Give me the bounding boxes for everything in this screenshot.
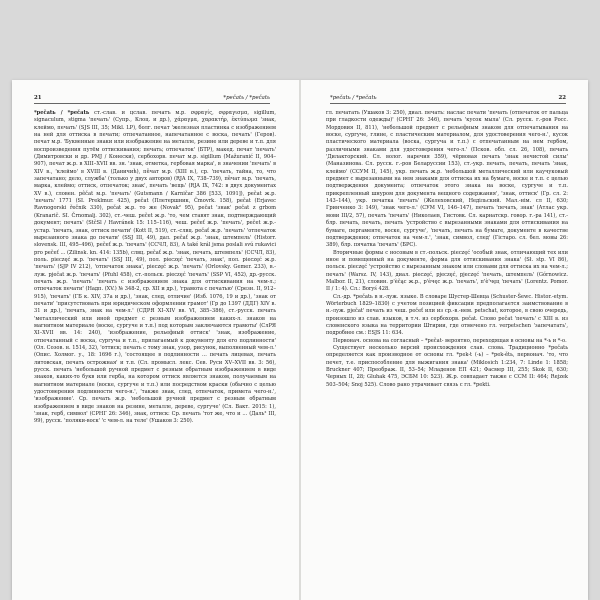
entry-paragraph: Первонач. основа на согласный – *pečat- вероятно, переходящая в основы на *-ь и *-о. [333,337,567,344]
right-page-body [326,110,568,389]
entry-paragraph: Существует несколько версий происхождения слав. слова. Традиционно *pečatь определяется как производное от основы гл. *pek-t (-ь) – *pek-ětь, первонач. 'то, что печет, т.е. приспособление для выжигания знака' (Miklosich 1:234, 7: Linde 1: 1858; Bruckner 407; Преображ. II, 53–54; Младенов ЕП 421; Фасмер III, 255; Skok II, 630; Черных II, 28; Gluhak 475, ЭСБМ 10: 523). Ж.р. совпадает также с ССМ II: 464; Rejzek 503–504; Snoj 525). Слово рано утрачивает связь с гл. *pekti. [326,345,568,388]
entry-text: ст.-слав. и цслав. печатъ м.р. σφραγίς, σφραγισμα, sigillum, signaculum, stigma 'печать' (Супр., Клоц. и др.), χάραγμα, χαρακτήρ, ἐκτύπωμα 'знак, клеймо, печать' (SJS III, 35; Mikl. LP), болг. печат 'железная пластинка с изображением на ней для оттиска в печати; отпечатанное, напечатанное с воска, печать' (Геров). печат м.р. 'Буквенные знаки или изображение на металле, резине или дереве и т.п. для воспроизведения путём оттискивания; печать; отпечаток' (БТР), макед. печат 'печать' (Димитровски и др. РМЈ / Конески), сербохорв. печат м.р. sigillum (Mažuranić II, 904–907), печат ж.р. в XIII–XVII вв. зн. 'знак, отметка, гербовая марка', в значении 'печать' в XIV в., 'клеймо' в XVIII в. (Даничић), пе̏чат м.р. (XIII в.), cp. 'печать, тайна, то, что запечатано; дело, служба' (только у двух авторов) (RJA IX, 738–739), пе̏чат м.р. 'печать, марка, клеймо; оттиск, отпечаток; знак', печать 'вещь' (RJA IX, 742: в двух документах XV в.), словен. pêčat м.р. 'печать' (Gutsmann / Karničar 386 [533, 1091]), pečat ж.р. 'печать' 1771 (SI. Preklmur. 425), pečat (Плетершник, Čmovrk. 158), pečat (Erjavec Ravnogorski řečnik 330), pečat ж.р. то же (Novak² 95), pečat 'знак' pečat z grbom (Kranarič. SI. Črnomalj. 302), ст.-чеш. pečet ж.р. 'то, чем ставят знак, подтверждающий документ; печать' (StčSl / Havránek 15: 115–116), чеш. pečeť ж.р. 'печать', pečet ж.р.-устар. 'печать, знак, оттиск печати' (Kott II, 519), ст.-слвц. pečať ж.р. 'печать' 'отпечаток вырезанного знака до печати' (SSJ III, 49), дал. pečať ж.р. 'знак, штемпель' (Historr. slovensk. III, 495–496), pečeť ж.р. 'печать' (ССЧЛ, 83), A také král jsma poslali svú rukavici pro pečeť ... (Zilinsk. kn. 414: 135b), слвц. pečať ж.р. 'знак, печать, штемпель' (ССЧЛ, 83), поль. pieczęć ж.р. 'печать' (SSJ III, 49), пол. pieczęć 'печать, знак', пол. pieczęć ж.р. 'печать' (SJP IV 212), 'отпечаток знака', pieczęć ж.р. 'печать' (Orlovsky. Gemer. 233), в.-луж. pječat ж.р. 'печать' (Pfuhl 458), ст.-польск. pieczęć 'печать' (SSP VI, 452), др.-русск. печать ж.р. 'печать' 'печать с изображением знака для оттискивания на чем-л.; отпечаток печати' (Надп. (XV.) № 348-2, ср. XII и др.), 'грамота с печатью' (Срезн. II, 912–915), 'печать' (ГБ к. XIV, 37а и др.), 'знак, след, отличие' (Изб. 1076, 19 и др.), 'знак от печати' 'присутствовать при юридическом оформлении грамот' (Гр до 1397 (ДДГ) XIV в. 31 и др.), 'печать, знак на чем-л.' (СДРЯ XI–XIV вв. VI, 385–386), ст.-русск. печать 'металлический или иной предмет с резным изображением каких-л. знаков на магнитном материале (воске, сургуче и т.п.) под которым заключаются грамоты' (СлРЯ XI–XVII вв. 14: 240), 'изображение, рельефный оттиск' 'знак, изображение, отпечатанный с воска, сургуча и т.п., прилагаемый к документу для его подлинности' (Ол. Созов. н. 1514, 32), 'оттиск; печать с тому знак, узор, рисунок, выполненный чем-л.' (Опис. Холмог. у., 18: 1696 г.), 'состоящее в подлинности ... печать лицевая, печать литовская, печать острожная' и т.п. (Сл. промысл. лекс. Сев. Руси XV–XVII вв. 3: 56), русск. печать 'небольшой ручной предмет с резным обратным изображением в виде знаков, каких-то букв или герба, на котором оттиск является знаком, получаемым на магнитном материале (воске, сургуче и т.п.) или посредством краски (обычно с целью удостоверения подлинности чего-н.', 'также знак, след, отпечаток, примета чего-н.', 'изображение'. Ср. печать ж.р. 'небольшой ручной предмет с резным обратным изображением в виде знаков на резине, металле, дереве, сургуче' (Сл. Вакт. 2015: 1), 'знак, герб, символ' (СРНГ 26: 346), знак, оттиск: Ср. печать 'тот же, что и ... (Даль² III, 99), русск. 'поляки-воск' 'с чем-л. на теле' (Ушаков 3: 250). [34,110,276,425]
entry-paragraph: Вторичные формы с носовым в ст.-польск. pieczęć 'особый знак, отличающий тех или иное и помещенный на документе, форма для оттискивания знака' (Sł. stp. VI 86), польск. pieczęć 'устройство с вырезанным знаком или словами для оттиска их на чем-л.; печать' (Warsz. IV, 143), диал. pieczęć, pjeczęć, pjeczęć 'печать, штемпель' (Górnowicz. Malbor. II, 21), словин. p'èčąc ж.р., р'èчęc ж.р. 'печать', п'è'чęц 'печать' (Lorentz. Pomor. II / 1: 4). Сл.: Boryś 428. [326,249,568,293]
right-page-header [330,93,566,104]
right-running-head: *pečatь / *pečatь [330,95,377,101]
entry-paragraph: гл. печатать (Ушаков 3: 250), диал. печать: наслас печати 'печать (отпечаток от пальца при гладкости одежды)' (СРНГ 26: 346), печать 'кусок мыла' (Сл. русск. г.-ров Росс. Мордовия II, 811), 'небольшой предмет с рельефным знаком для отпечатывания на воске, сургуче, глине, с пластическим материалом, для удостоверения чего-н.', кусок пластического материала (воска, сургуча и т.п.) с отпечатанным на нем гербом, различными знаками для удостоверения чего-л.' (Псков. обл. сл. 26, 108), печать 'Дилакторский. Сл. волог. наречия 359), чёрвовая печать 'знак нечистой силы' (Маназинова. Сл. русск. г.-ров Беларуссии 153), ст.-укр. печать, печать, печать 'знак, клеймо' (ССУМ II, 145), укр. печать ж.р. 'небольшой металлический или каучуковый предмет с вырезанными на нем знаками для оттиска их на бумаге, воске и т.п. с целью подтверждения документа; отпечаток этого знака на воске, сургуче и т.п. прикрепленный шнуром для документа вещного содержания', 'знак, оттиск' (Гр. сл. 2: 143–144), укр. печатка 'печать' (Желеховский, Недільский. Мал.-нім. сл II, 630; Гринченко 3: 149), 'знак чего-л.' (СУМ VI, 146–147), печать 'печать, знак' (Атлас укр. мови III/2, 57), печать 'печать' (Николаев, Гистовк. Сл. карнатскр. говор. г.-ра 141), ст.-блр. печать, печать, печать 'устройство с вырезанными знаками для оттискивания на бумаге, пергаменте, воске, сургуче', 'печать, печать на бумаге, документе в качестве подтверждения; отпечаток на чем-л.', 'знак, символ, след' (Гістаро. сл. бел. мовы 26: 389), блр. пячатка 'печать' (БРС). [326,110,568,249]
right-page-number: 22 [558,95,566,101]
left-page-body [34,110,276,426]
book-spread [12,80,588,600]
left-running-head: *pečatь / *pečatь [223,95,270,101]
left-page-header [34,93,270,104]
entry-paragraph: Сл.-др. *pečatь в н.-луж. языке. В словаре Шустер-Шевца (Schuster-Šewc. Histor.-etym. Wörterbuch 1829–1830) с учетом позицией фиксации предполагается заимствование в н.-луж. pječat' печать из чеш. pečeť или из ср.-в.-нем. petschat, которое, в свою очередь, произошло из слав. языков, в т.ч. из сербохорв. pečat. Слово pečat 'печать' с XIII в. из словенского языка на территории Штирии, где отмечено гл. verpetschen 'запечатать', подробнее см.: ESJS 11: 634. [326,293,568,337]
entry-paragraph [34,110,276,426]
entry-headword: *pečatь / *pečatь [34,110,90,116]
book-gutter [299,80,301,600]
left-page-number: 21 [34,95,42,101]
right-page [308,80,588,600]
left-page [12,80,292,600]
